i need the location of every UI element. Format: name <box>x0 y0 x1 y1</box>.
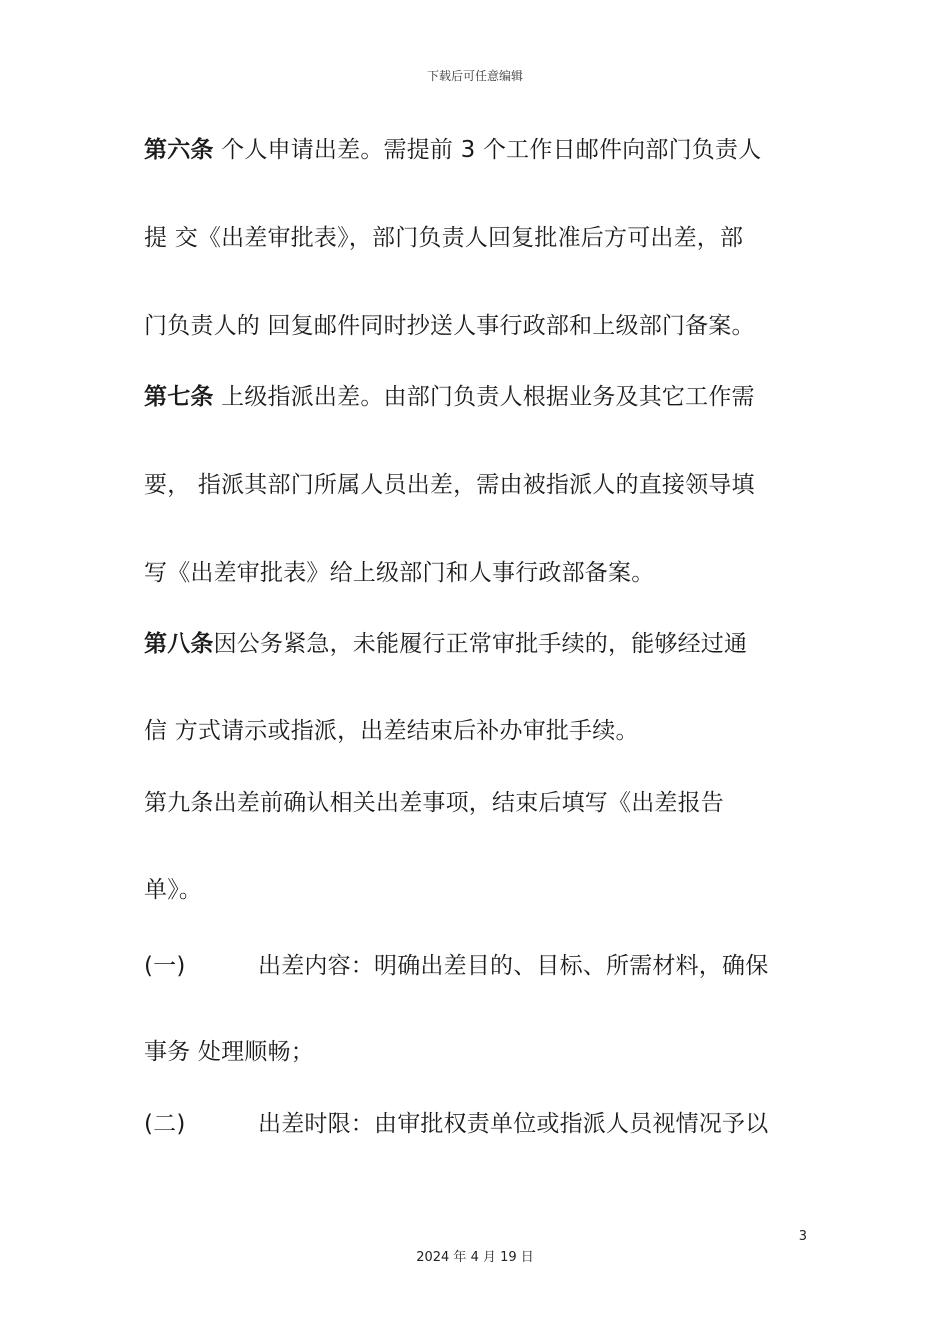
article-7-line-2: 要， 指派其部门所属人员出差，需由被指派人的直接领导填 <box>144 472 755 498</box>
item-1-text-1: 出差内容：明确出差目的、目标、所需材料，确保 <box>258 953 769 979</box>
article-7-line-3: 写《出差审批表》给上级部门和人事行政部备案。 <box>144 560 655 586</box>
item-1-line-1 <box>144 950 768 982</box>
article-6-line-2: 提 交《出差审批表》，部门负责人回复批准后方可出差，部 <box>144 225 744 251</box>
article-7-line-1 <box>144 381 755 413</box>
item-1-label: (一) <box>144 953 186 979</box>
article-7-text-1: 上级指派出差。由部门负责人根据业务及其它工作需 <box>213 384 755 410</box>
article-8-line-2: 信 方式请示或指派，出差结束后补办审批手续。 <box>144 718 639 744</box>
item-2-text-1: 出差时限：由审批权责单位或指派人员视情况予以 <box>258 1111 769 1137</box>
item-2-line-1 <box>144 1108 768 1140</box>
article-6-label: 第六条 <box>144 137 214 163</box>
item-1-line-2: 事务 处理顺畅； <box>144 1039 314 1065</box>
article-6-line-1 <box>144 134 761 166</box>
article-6-line-3: 门负责人的 回复邮件同时抄送人事行政部和上级部门备案。 <box>144 313 755 339</box>
article-9-line-2: 单》。 <box>144 877 203 903</box>
page-number: 3 <box>798 1229 807 1244</box>
article-9-line-1: 第九条出差前确认相关出差事项，结束后填写《出差报告 <box>144 790 724 816</box>
item-2-label: (二) <box>144 1111 186 1137</box>
article-8-label: 第八条 <box>144 631 214 657</box>
article-7-label: 第七条 <box>144 384 214 410</box>
article-6-text-1: 个人申请出差。需提前 3 个工作日邮件向部门负责人 <box>213 137 762 163</box>
page-header: 下载后可任意编辑 <box>426 69 523 83</box>
article-8-text-1: 因公务紧急，未能履行正常审批手续的，能够经过通 <box>213 631 748 657</box>
article-8-line-1 <box>144 628 747 660</box>
footer-date: 2024 年 4 月 19 日 <box>416 1250 534 1265</box>
